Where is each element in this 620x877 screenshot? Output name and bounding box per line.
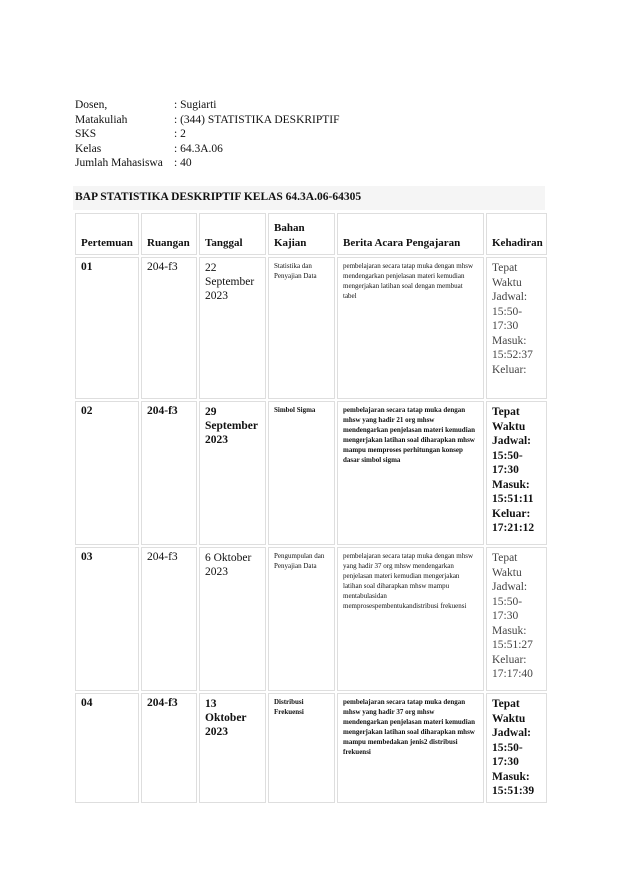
cell-tanggal: 13 Oktober 2023 [199,693,266,803]
cell-pertemuan: 04 [75,693,139,803]
info-row-kelas [75,142,340,157]
cell-tanggal: 29 September 2023 [199,401,266,545]
bap-table [73,211,549,805]
cell-tanggal: 6 Oktober 2023 [199,547,266,691]
cell-ruangan: 204-f3 [141,693,197,803]
info-label: Kelas [75,142,102,155]
header-kehadiran: Kehadiran [486,213,547,255]
table-row [75,257,547,399]
info-label: Jumlah Mahasiswa [75,157,163,169]
table-row [75,693,547,803]
cell-tanggal: 22 September 2023 [199,257,266,399]
cell-kehadiran: Tepat Waktu Jadwal: 15:50-17:30 Masuk: 15:51:27 Keluar: 17:17:40 [486,547,547,691]
course-info [75,98,340,171]
info-row-matakuliah [75,113,340,128]
page-title: BAP STATISTIKA DESKRIPTIF KELAS 64.3A.06-64305 [75,191,362,203]
info-value: : Sugiarti [174,99,217,111]
info-label: Matakuliah [75,113,128,126]
info-label: Dosen, [75,99,108,111]
cell-berita-acara: pembelajaran secara tatap muka dengan mhsw yang hadir 37 org mhsw mendengarkan penjelasan materi kemudian mengerjakan latihan soal diharapkan mhsw mampu membedakan jenis2 distribusi frekuensi [337,693,484,803]
cell-berita-acara: pembelajaran secara tatap muka dengan mhsw yang hadir 21 org mhsw mendengarkan penjelasan materi kemudian mengerjakan latihan soal diharapkan mhsw mampu memproses perhitungan konsep dasar simbol sigma [337,401,484,545]
cell-ruangan: 204-f3 [141,257,197,399]
cell-pertemuan: 01 [75,257,139,399]
table-row [75,547,547,691]
cell-ruangan: 204-f3 [141,401,197,545]
cell-berita-acara: pembelajaran secara tatap muka dengan mhsw mendengarkan penjelasan materi kemudian mengerjakan latihan soal dengan membuat tabel [337,257,484,399]
header-pertemuan: Pertemuan [75,213,139,255]
header-berita-acara: Berita Acara Pengajaran [337,213,484,255]
info-label: SKS [75,128,97,140]
cell-ruangan: 204-f3 [141,547,197,691]
cell-bahan-kajian: Pengumpulan dan Penyajian Data [268,547,335,691]
info-row-jumlah-mahasiswa [75,156,340,171]
cell-kehadiran: Tepat Waktu Jadwal: 15:50-17:30 Masuk: 15:51:11 Keluar: 17:21:12 [486,401,547,545]
header-tanggal: Tanggal [199,213,266,255]
cell-bahan-kajian: Simbol Sigma [268,401,335,545]
table-header-row [75,213,547,255]
header-ruangan: Ruangan [141,213,197,255]
cell-kehadiran: Tepat Waktu Jadwal: 15:50-17:30 Masuk: 15:51:39 [486,693,547,803]
info-value: : 40 [174,157,192,169]
cell-pertemuan: 02 [75,401,139,545]
cell-pertemuan: 03 [75,547,139,691]
info-row-sks [75,127,340,142]
cell-kehadiran: Tepat Waktu Jadwal: 15:50-17:30 Masuk: 15:52:37 Keluar: [486,257,547,399]
info-value: : (344) STATISTIKA DESKRIPTIF [174,113,340,126]
info-value: : 2 [174,128,186,140]
cell-bahan-kajian: Statistika dan Penyajian Data [268,257,335,399]
table-row [75,401,547,545]
cell-berita-acara: pembelajaran secara tatap muka dengan mhsw yang hadir 37 org mhsw mendengarkan penjelasan materi kemudian mengerjakan latihan soal diharapkan mhsw mampu mentabulasidan memprosespembentukandistribusi frekuensi [337,547,484,691]
info-value: : 64.3A.06 [174,142,223,155]
cell-bahan-kajian: Distribusi Frekuensi [268,693,335,803]
info-row-dosen [75,98,340,113]
header-bahan-kajian: Bahan Kajian [268,213,335,255]
